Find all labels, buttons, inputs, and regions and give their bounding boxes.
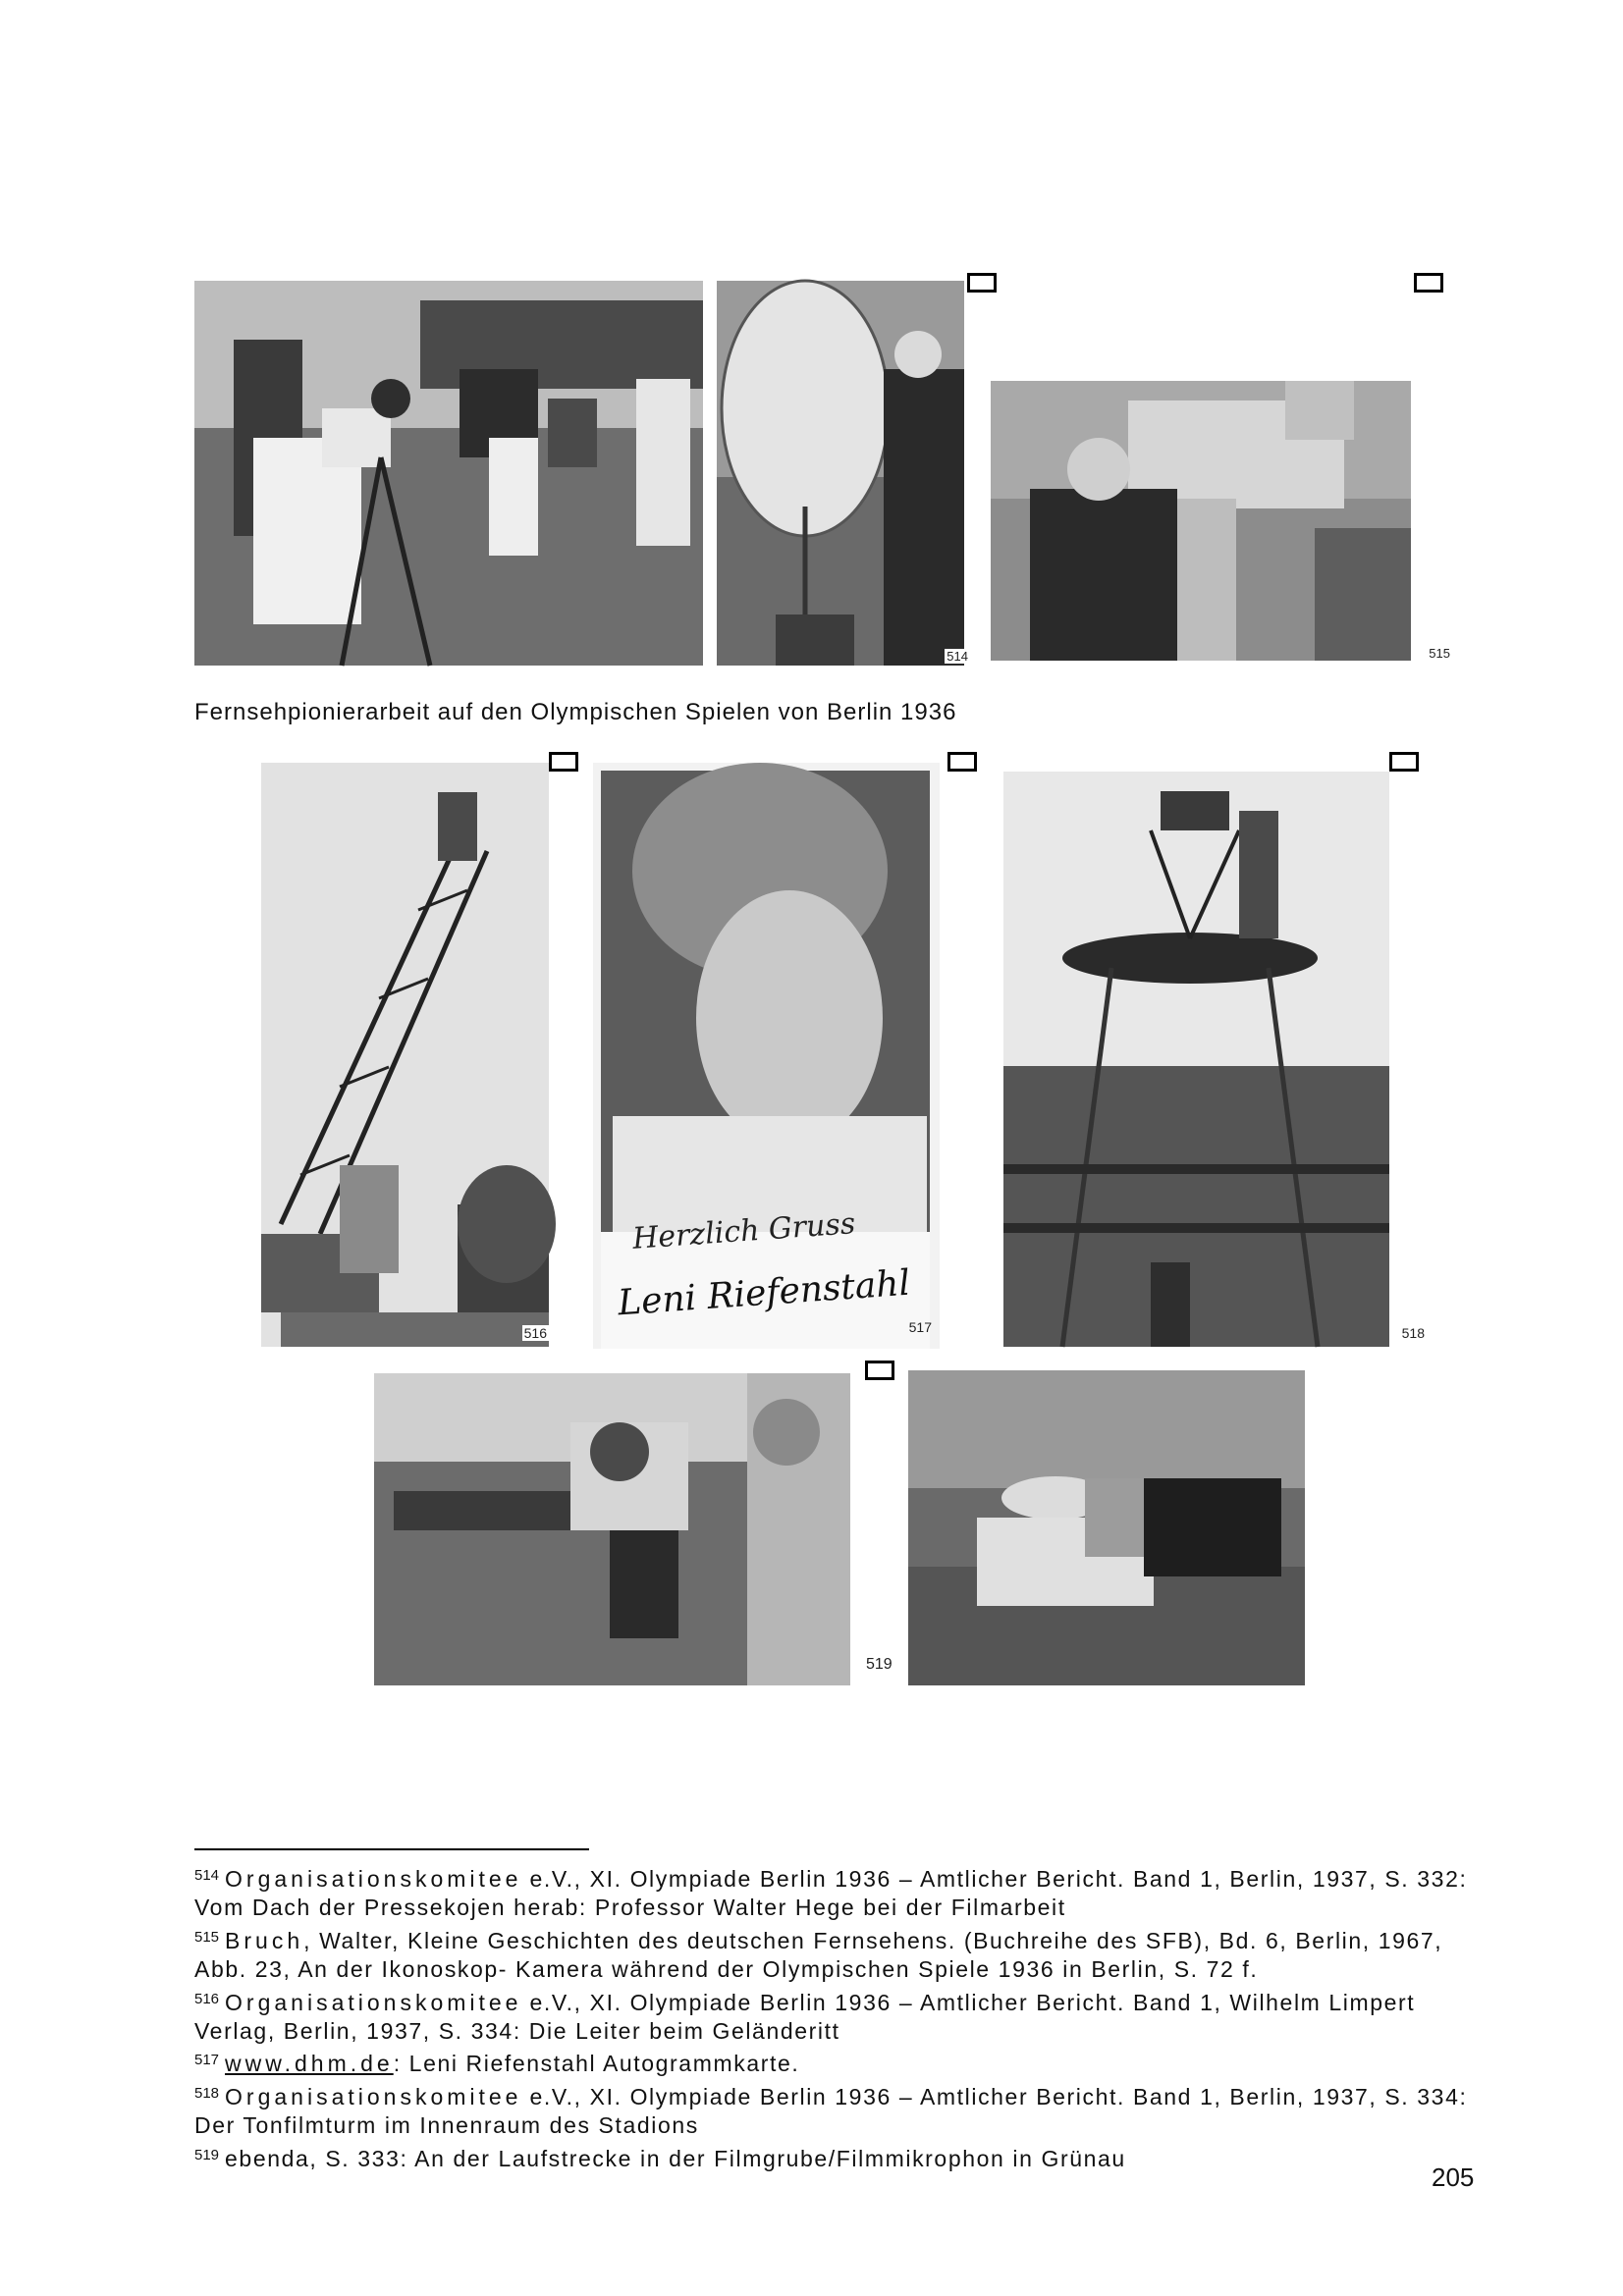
- figure-caption: Fernsehpionierarbeit auf den Olympischen Spielen von Berlin 1936: [194, 699, 957, 725]
- photo-film-tower: [1003, 772, 1425, 1347]
- photo-number-516: 516: [523, 1325, 547, 1341]
- photo-number-515: 515: [1429, 646, 1450, 661]
- photo-number-518: 518: [1401, 1325, 1425, 1341]
- autograph-signature-line2: Leni Riefenstahl: [616, 1262, 912, 1324]
- marker-box: [549, 752, 578, 772]
- autograph-signature-line1: Herzlich Gruss: [631, 1206, 857, 1256]
- photo-parabolic-microphone: [717, 281, 968, 666]
- photo-football-camera: [194, 281, 703, 666]
- footnote-516: $^{516}$ Organisationskomitee e.V., XI. Olympiade Berlin 1936 – Amtlicher Bericht. Band 1, Wilhelm Limpert Verlag, Berlin, 1937, S. 334: Die Leiter beim Geländeritt: [194, 1989, 1416, 2045]
- footnote-518: $^{518}$ Organisationskomitee e.V., XI. Olympiade Berlin 1936 – Amtlicher Bericht. Band 1, Berlin, 1937, S. 334: Der Tonfilmturm im Innenraum des Stadions: [194, 2083, 1468, 2139]
- footnote-515: $^{515}$ Bruch, Walter, Kleine Geschichten des deutschen Fernsehens. (Buchreihe des SFB), Bd. 6, Berlin, 1967, Abb. 23, An der Ikonoskop- Kamera während der Olympischen Spiele 1936 in Berlin, S. 72 f.: [194, 1927, 1443, 1983]
- photo-ikonoskop-camera: [991, 381, 1450, 661]
- marker-box: [947, 752, 977, 772]
- footnote-519: $^{519}$ ebenda, S. 333: An der Laufstrecke in der Filmgrube/Filmmikrophon in Grünau: [194, 2145, 1126, 2171]
- marker-box: [1414, 273, 1443, 293]
- footnote-517: $^{517}$ www.dhm.de: Leni Riefenstahl Autogrammkarte.: [194, 2051, 800, 2077]
- footnotes: [194, 1861, 1490, 2173]
- footnote-514: $^{514}$ Organisationskomitee e.V., XI. Olympiade Berlin 1936 – Amtlicher Bericht. Band 1, Berlin, 1937, S. 332: Vom Dach der Pressekojen herab: Professor Walter Hege bei der Filmarbeit: [194, 1866, 1468, 1921]
- photo-riefenstahl-autograph: [593, 763, 940, 1349]
- photo-number-519: 519: [866, 1656, 893, 1673]
- marker-box: [967, 273, 997, 293]
- photo-number-517: 517: [908, 1319, 932, 1335]
- photo-number-514: 514: [947, 649, 968, 664]
- dhm-link[interactable]: www.dhm.de: [225, 2051, 394, 2077]
- photo-crane-ladder: [261, 763, 549, 1347]
- photo-cameraman-long-lens: [374, 1373, 850, 1685]
- marker-box: [865, 1361, 894, 1380]
- page-number: 205: [1432, 2163, 1475, 2192]
- marker-box: [1389, 752, 1419, 772]
- footnote-separator: [194, 1848, 589, 1850]
- photo-cameraman-film-pit: [908, 1370, 1305, 1685]
